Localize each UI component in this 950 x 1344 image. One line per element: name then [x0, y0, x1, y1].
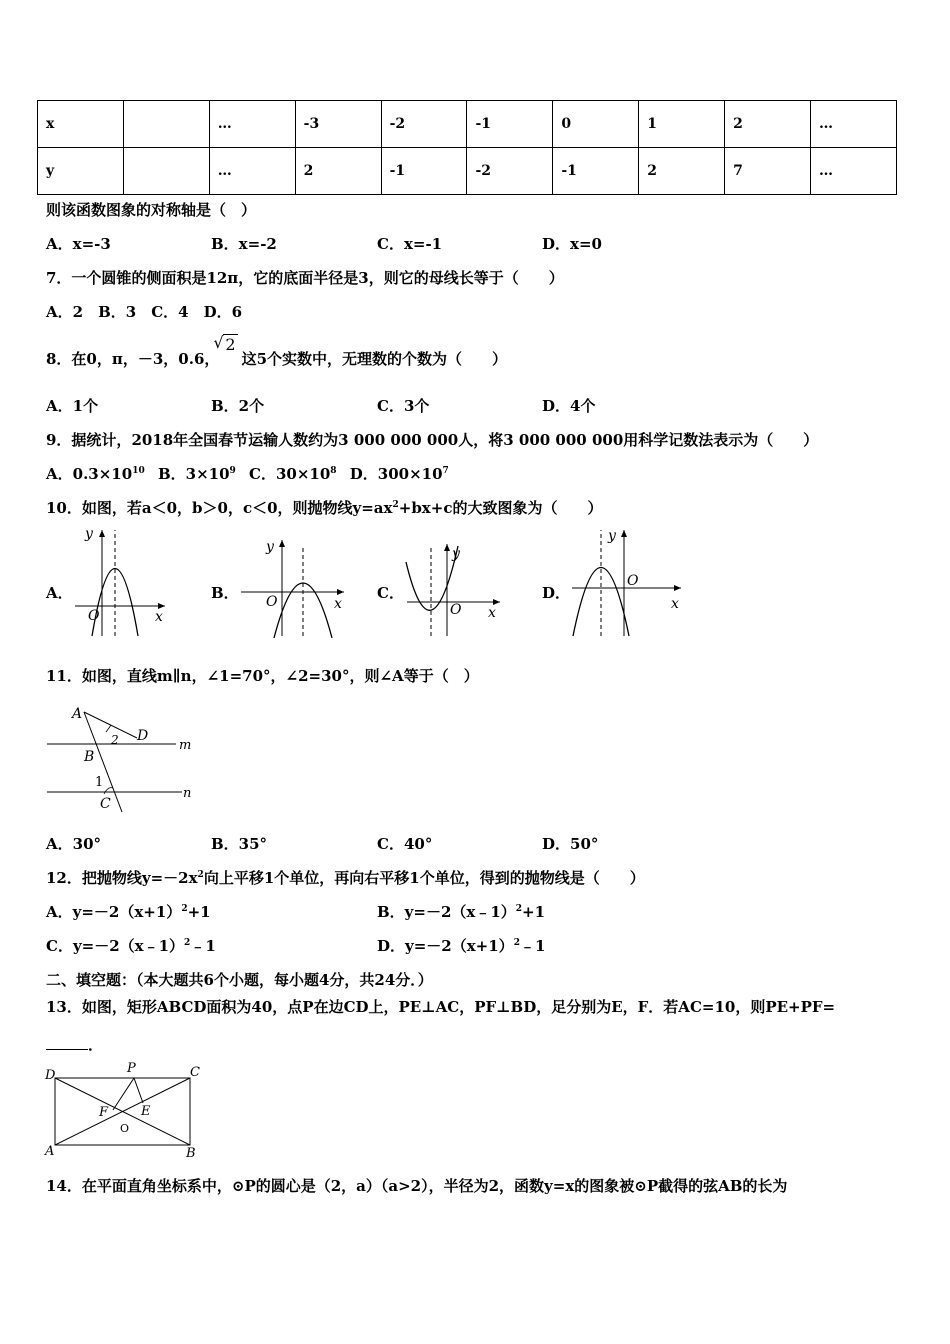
- q8-stem-part1: 8．在0，π，－3，0.6，: [46, 350, 220, 368]
- q10-graph-d: [567, 526, 685, 638]
- angle-1-label: 1: [95, 775, 104, 790]
- q7-stem: 7．一个圆锥的侧面积是12π，它的底面半径是3，则它的母线长等于（ ）: [46, 269, 564, 287]
- x-axis-label: x: [488, 605, 496, 621]
- q8-option-c: C．3个: [377, 397, 430, 415]
- q13-answer-blank: ．: [46, 1034, 103, 1055]
- origin-label: O: [627, 573, 639, 589]
- point-c-label: C: [190, 1065, 200, 1080]
- q10-option-b-letter: B．: [211, 584, 239, 602]
- y-axis-label: y: [452, 546, 460, 562]
- radicand: 2: [225, 335, 236, 354]
- q12-option-b: B．y=－2（x﹣1）$^2$+1: [377, 903, 546, 921]
- point-f-label: F: [99, 1105, 109, 1120]
- q8-option-b: B．2个: [211, 397, 265, 415]
- x-axis-label: x: [671, 596, 679, 612]
- table-cell: -3: [295, 101, 381, 148]
- table-cell: …: [209, 148, 295, 195]
- q8-option-a: A．1个: [46, 397, 99, 415]
- line-m-label: m: [179, 738, 192, 753]
- table-cell: -1: [467, 101, 553, 148]
- q6-option-b: B．x=-2: [211, 235, 277, 253]
- q11-option-d: D．50°: [542, 835, 599, 853]
- q11-option-a: A．30°: [46, 835, 102, 853]
- angle-2-label: 2: [111, 733, 119, 747]
- point-p-label: P: [127, 1061, 136, 1076]
- origin-label: O: [88, 608, 100, 624]
- q11-option-b: B．35°: [211, 835, 268, 853]
- x-axis-label: x: [334, 596, 342, 612]
- q8-stem-part2: 这5个实数中，无理数的个数为（ ）: [241, 350, 508, 368]
- q11-option-c: C．40°: [377, 835, 433, 853]
- q10-option-a-letter: A．: [46, 584, 73, 602]
- point-a-label: A: [72, 706, 83, 722]
- line-n-label: n: [183, 786, 192, 801]
- q11-figure: [44, 700, 204, 815]
- table-cell: 2: [725, 101, 811, 148]
- q7-options: A．2 B．3 C．4 D．6: [46, 303, 243, 321]
- table-cell: 2: [639, 148, 725, 195]
- q12-stem: 12．把抛物线$y=-2x^2$向上平移1个单位，再向右平移1个单位，得到的抛物线是（ ）: [46, 869, 645, 887]
- q12-option-d: D．$y=-2(x+1)^2﹣1$: [377, 937, 546, 955]
- q9-option-b: B．$3\times 10^9$: [157, 465, 236, 483]
- q8-option-d: D．4个: [542, 397, 596, 415]
- q9-options: [46, 463, 449, 484]
- q14-stem: 14．在平面直角坐标系中，⊙P的圆心是（2，a）（a>2），半径为2，函数y=x的图象被⊙P截得的弦AB的长为: [46, 1177, 788, 1195]
- point-b-label: B: [84, 749, 95, 765]
- value-table: [37, 100, 897, 195]
- table-cell: …: [811, 101, 897, 148]
- section-2-title: 二、填空题：（本大题共6个小题，每小题4分，共24分．）: [46, 971, 433, 989]
- q13-figure: [42, 1060, 212, 1160]
- q12-option-a: A．$y=-2(x+1)^2+1$: [46, 903, 211, 921]
- origin-label: O: [266, 594, 278, 610]
- y-axis-label: y: [85, 526, 93, 542]
- sqrt-radical: √ 2: [213, 333, 236, 354]
- q12-option-c: C．y=－2（x﹣1）$^2$﹣1: [46, 937, 216, 955]
- table-row: [38, 148, 897, 195]
- table-cell: -1: [553, 148, 639, 195]
- q6-option-d: D．x=0: [542, 235, 602, 253]
- q10-graph-b: [236, 536, 348, 638]
- table-cell: x: [38, 101, 124, 148]
- q11-stem: 11．如图，直线m∥n，∠1=70°，∠2=30°，则∠A等于（ ）: [46, 667, 479, 685]
- table-cell: 1: [639, 101, 725, 148]
- q9-option-d: D．$300\times 10^7$: [349, 465, 449, 483]
- y-axis-label: y: [266, 539, 274, 555]
- q13-stem: 13．如图，矩形ABCD面积为40，点P在边CD上，PE⊥AC，PF⊥BD，足分别为E，F．若AC=10，则PE+PF=: [46, 998, 836, 1016]
- table-cell: 2: [295, 148, 381, 195]
- origin-label: O: [450, 602, 462, 618]
- table-cell: -2: [467, 148, 553, 195]
- point-c-label: C: [100, 796, 111, 812]
- point-e-label: E: [141, 1104, 151, 1119]
- point-a-label: A: [45, 1144, 55, 1159]
- q9-option-c: C．$30\times 10^8$: [249, 465, 337, 483]
- q6-option-c: C．x=-1: [377, 235, 443, 253]
- table-cell: 7: [725, 148, 811, 195]
- y-axis-label: y: [608, 528, 616, 544]
- q9-option-a: A．$0.3\times 10^{10}$: [46, 465, 145, 483]
- table-row: [38, 101, 897, 148]
- q10-graph-a: [70, 526, 170, 638]
- q8-stem: [46, 333, 508, 369]
- x-axis-label: x: [155, 609, 163, 625]
- table-cell: …: [811, 148, 897, 195]
- point-b-label: B: [186, 1146, 196, 1160]
- q10-option-c-letter: C．: [377, 584, 404, 602]
- table-cell: [123, 101, 209, 148]
- point-o-label: O: [120, 1122, 130, 1135]
- q10-graph-c: [402, 540, 504, 638]
- point-d-label: D: [137, 728, 149, 744]
- table-cell: -2: [381, 101, 467, 148]
- table-cell: y: [38, 148, 124, 195]
- point-d-label: D: [45, 1068, 56, 1083]
- table-cell: …: [209, 101, 295, 148]
- q9-stem: 9．据统计，2018年全国春节运输人数约为3 000 000 000人，将3 000 000 000用科学记数法表示为（ ）: [46, 431, 819, 449]
- q10-option-d-letter: D．: [542, 584, 571, 602]
- table-cell: [123, 148, 209, 195]
- table-cell: -1: [381, 148, 467, 195]
- q10-stem: 10．如图，若a＜0，b＞0，c＜0，则抛物线$y=ax^2+bx+c$的大致图象为（ ）: [46, 499, 603, 517]
- q6-option-a: A．x=-3: [46, 235, 111, 253]
- q6-stem: 则该函数图象的对称轴是（ ）: [46, 201, 257, 219]
- table-cell: 0: [553, 101, 639, 148]
